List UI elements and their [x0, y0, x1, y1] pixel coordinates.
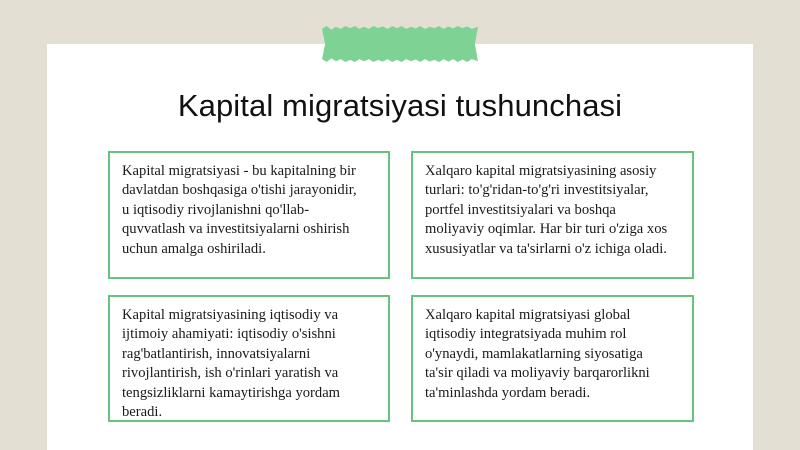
card-line: ta'sir qiladi va moliyaviy barqarorlikni — [425, 365, 650, 382]
card-line: uchun amalga oshiriladi. — [122, 240, 266, 257]
card-line: ta'minlashda yordam beradi. — [425, 384, 591, 401]
card-line: beradi. — [122, 404, 163, 421]
card-line: xususiyatlar va ta'sirlarni o'z ichiga oladi. — [425, 240, 667, 257]
card-line: portfel investitsiyalari va boshqa — [425, 201, 616, 218]
card-line: u iqtisodiy rivojlanishni qo'llab- — [122, 201, 310, 218]
card-line: iqtisodiy integratsiyada muhim rol — [425, 326, 627, 343]
card-line: o'ynaydi, mamlakatlarning siyosatiga — [425, 345, 643, 362]
card-text — [425, 306, 680, 403]
card-line: rag'batlantirish, innovatsiyalarni — [122, 345, 311, 362]
card-line: quvvatlash va investitsiyalarni oshirish — [122, 221, 350, 238]
info-card-types — [411, 151, 694, 279]
info-card-definition — [108, 151, 390, 279]
info-card-significance — [108, 295, 390, 422]
slide-title: Kapital migratsiyasi tushunchasi — [177, 88, 623, 123]
info-card-global-role — [411, 295, 694, 422]
card-line: Xalqaro kapital migratsiyasining asosiy — [425, 163, 657, 179]
card-line: turlari: to'g'ridan-to'g'ri investitsiyalar, — [425, 182, 649, 199]
card-line: rivojlantirish, ish o'rinlari yaratish va — [122, 365, 339, 382]
card-line: davlatdan boshqasiga o'tishi jarayonidir, — [122, 182, 357, 199]
card-line: Kapital migratsiyasi - bu kapitalning bir — [122, 163, 356, 179]
card-line: tengsizliklarni kamaytirishga yordam — [122, 384, 341, 401]
card-line: Xalqaro kapital migratsiyasi global — [425, 307, 631, 323]
card-line: ijtimoiy ahamiyati: iqtisodiy o'sishni — [122, 326, 336, 343]
card-text — [122, 162, 376, 259]
card-text — [122, 306, 376, 422]
card-text — [425, 162, 680, 259]
card-line: moliyaviy oqimlar. Har bir turi o'ziga xos — [425, 221, 668, 238]
card-line: Kapital migratsiyasining iqtisodiy va — [122, 307, 339, 323]
tape-decoration — [322, 26, 478, 62]
